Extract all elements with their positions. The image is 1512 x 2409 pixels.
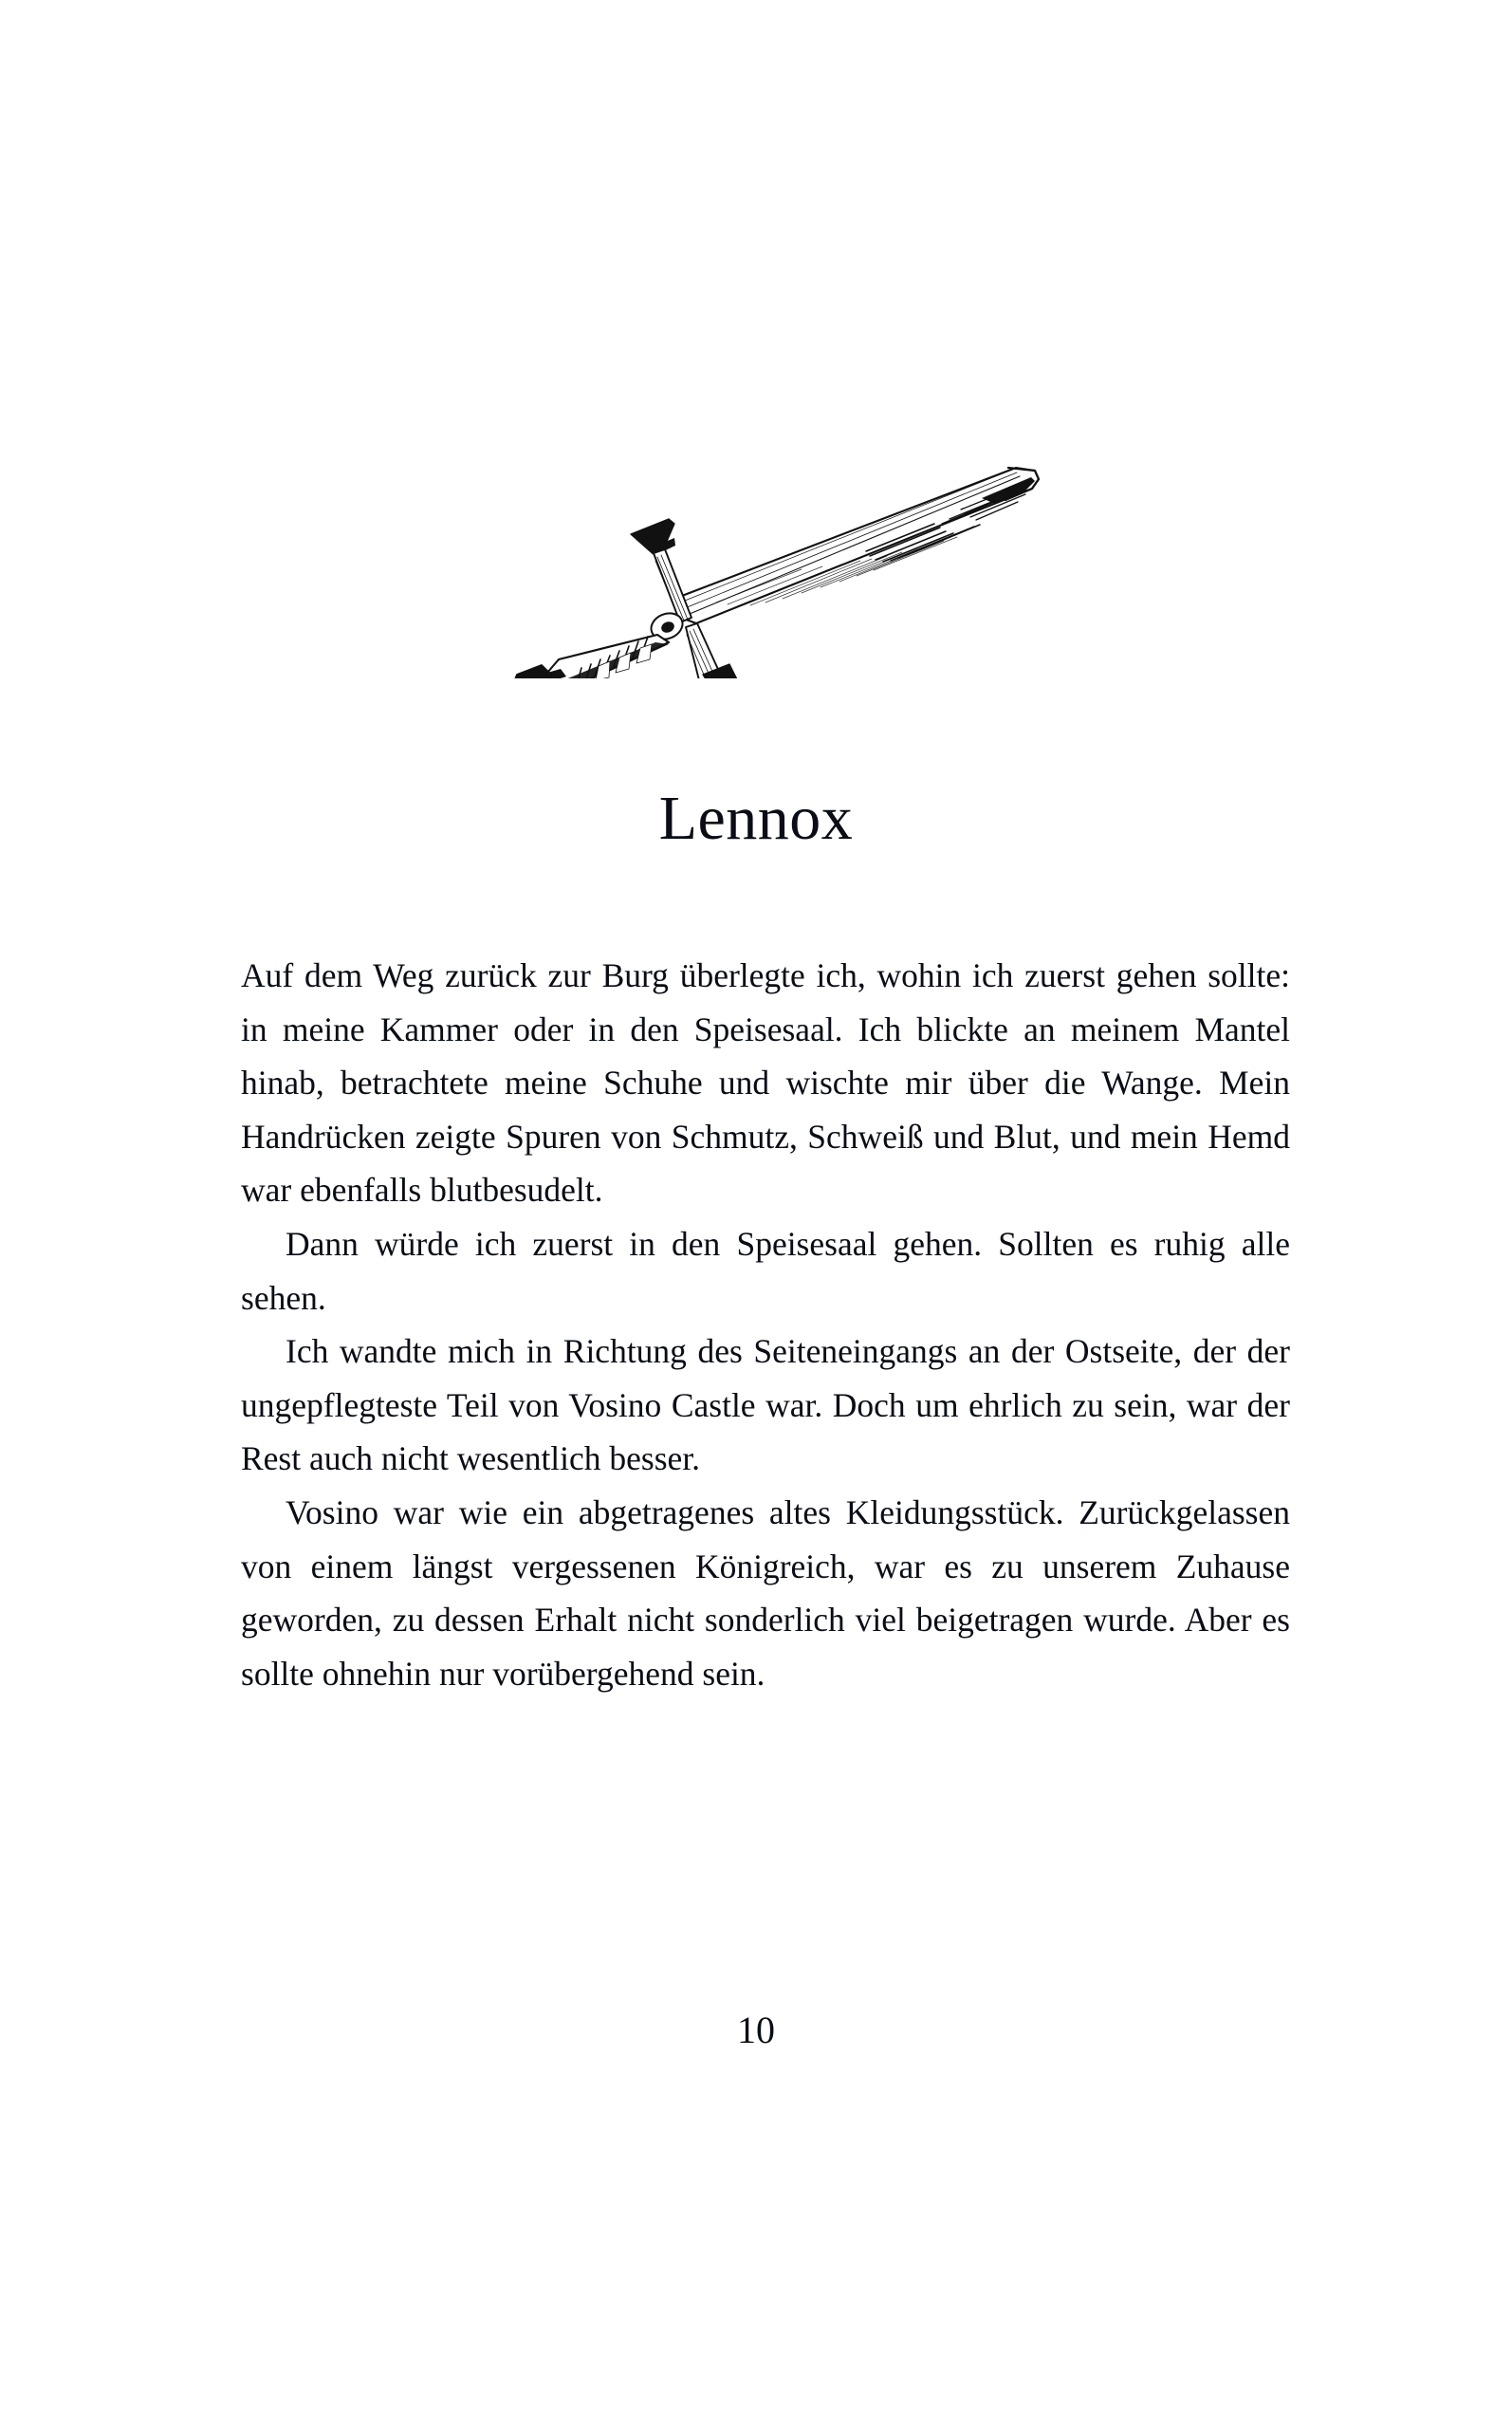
paragraph-3: Ich wandte mich in Richtung des Seiteneingangs an der Ostseite, der der ungepflegteste Teil von Vosino Castle war. Doch um ehrlich zu sein, war der Rest auch nicht wesentlich besser. bbox=[241, 1332, 1290, 1478]
body-text bbox=[241, 949, 1290, 1700]
paragraph-1: Auf dem Weg zurück zur Burg überlegte ich, wohin ich zuerst gehen sollte: in meine Kammer oder in den Speisesaal. Ich blickte an meinem Mantel hinab, betrachtete meine Schuhe und wischte mir über die Wange. Mein Handrücken zeigte Spuren von Schmutz, Schweiß und Blut, und mein Hemd war ebenfalls blutbesudelt. bbox=[241, 956, 1290, 1210]
chapter-title: Lennox bbox=[658, 784, 854, 854]
page-number: 10 bbox=[737, 2009, 775, 2051]
sword-illustration bbox=[489, 432, 1058, 678]
paragraph-2: Dann würde ich zuerst in den Speisesaal gehen. Sollten es ruhig alle sehen. bbox=[241, 1224, 1290, 1317]
paragraph-4: Vosino war wie ein abgetragenes altes Kleidungsstück. Zurückgelassen von einem längst vergessenen Königreich, war es zu unserem Zuhause geworden, zu dessen Erhalt nicht sonderlich viel beigetragen wurde. Aber es sollte ohnehin nur vorübergehend sein. bbox=[241, 1492, 1290, 1693]
